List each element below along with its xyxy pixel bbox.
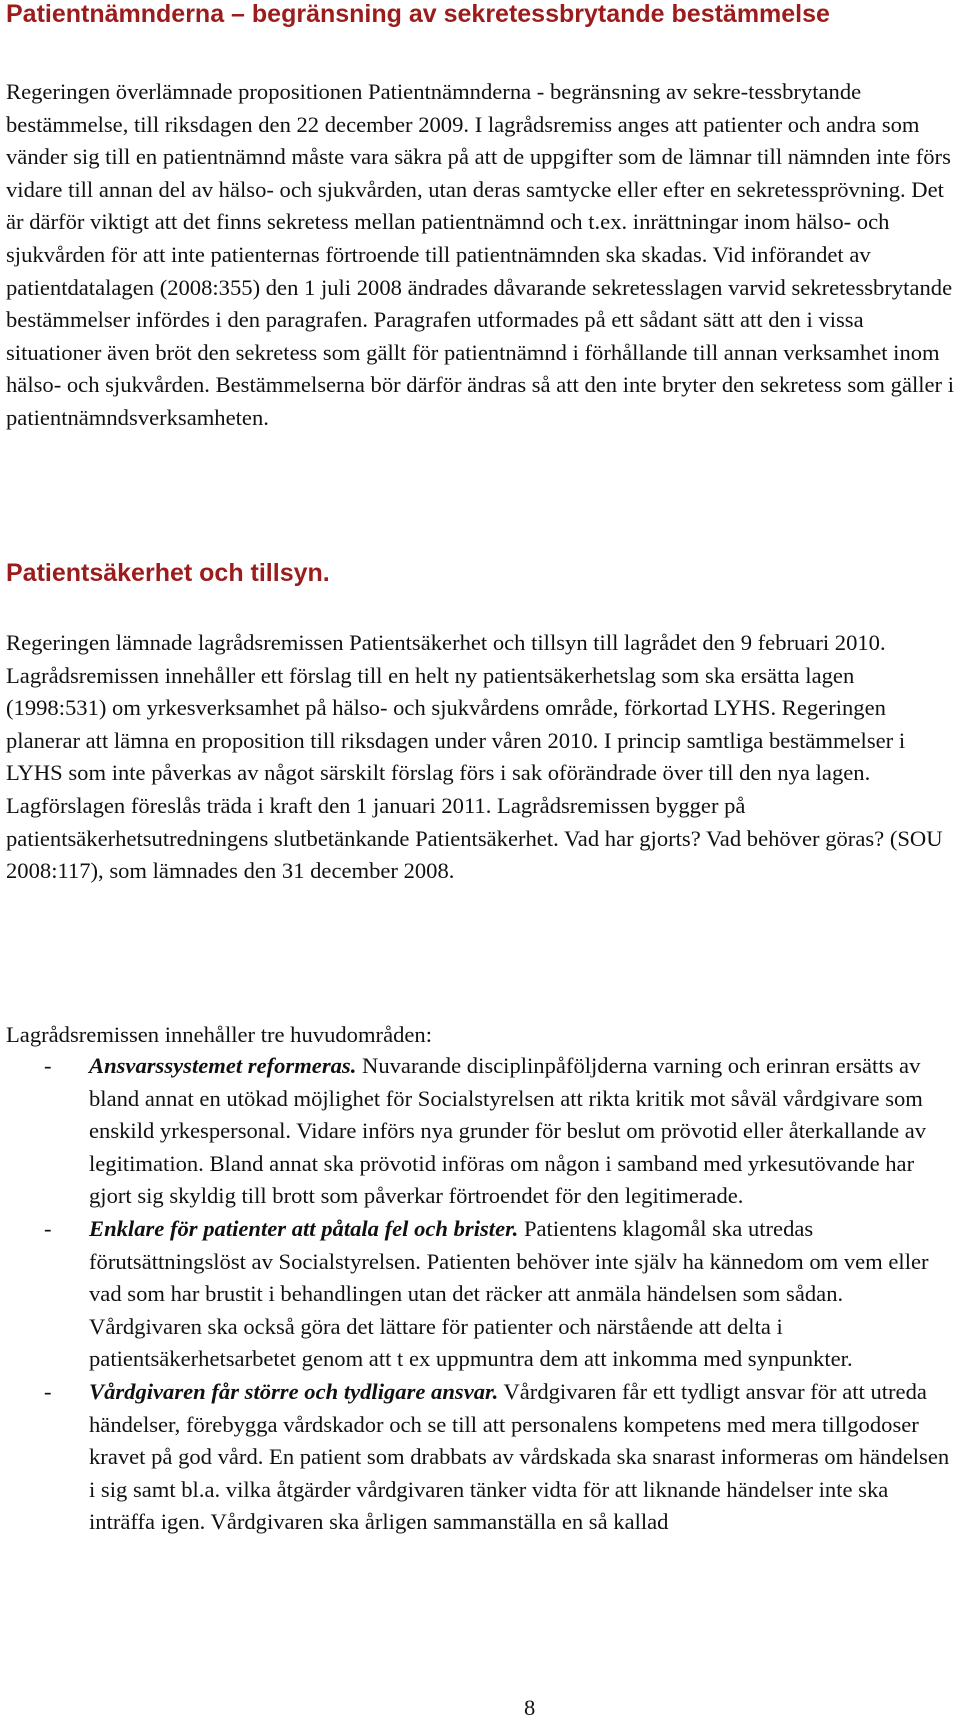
list-item-lead: Ansvarssystemet reformeras. [89, 1053, 357, 1078]
section-heading-patientnamnderna: Patientnämnderna – begränsning av sekretessbrytande bestämmelse [6, 0, 830, 28]
document-page [6, 0, 956, 1725]
main-areas-list [6, 1050, 958, 1539]
list-item-lead: Enklare för patienter att påtala fel och brister. [89, 1215, 519, 1241]
list-item-text: Nuvarande disciplinpåföljderna varning och erinran ersätts av bland annat en utökad möjlighet för Socialstyrelsen att rikta kritik mot såväl vårdgivare som enskild yrkespersonal. Vidare införs nya grunder för beslut om prövotid eller återkallande av legitimation. Bland annat ska prövotid införas om någon i samband med yrkesutövande har gjort sig skyldig till brott som påverkar förtroendet för den legitimerade. [89, 1053, 927, 1209]
list-dash: - [44, 1378, 52, 1404]
list-item-lead: Vårdgivaren får större och tydligare ansvar. [89, 1378, 499, 1404]
list-item [6, 1213, 958, 1376]
section-heading-patientsakerhet: Patientsäkerhet och tillsyn. [6, 559, 330, 587]
list-item [6, 1376, 958, 1539]
list-item-text: Vårdgivaren får ett tydligt ansvar för att utreda händelser, förebygga vårdskador och se till att personalens kompetens med mera tillgodoser kravet på god vård. En patient som drabbats av vårdskada ska snarast informeras om händelsen i sig samt bl.a. vilka åtgärder vårdgivaren tänker vidta för att liknande händelser inte ska inträffa igen. Vårdgivaren ska årligen sammanställa en så kallad [89, 1378, 950, 1535]
page-number: 8 [524, 1695, 536, 1720]
list-intro: Lagrådsremissen innehåller tre huvudområden: [6, 1022, 432, 1047]
list-dash: - [44, 1053, 52, 1078]
list-dash: - [44, 1215, 52, 1241]
paragraph-patientnamnderna: Regeringen överlämnade propositionen Patientnämnderna - begränsning av sekre-tessbrytande bestämmelse, till riksdagen den 22 december 2009. I lagrådsremiss anges att patienter och andra som vänder sig till en patientnämnd måste vara säkra på att de uppgifter som de lämnar till nämnden inte förs vidare till annan del av hälso- och sjukvården, utan deras samtycke eller efter en sekretessprövning. Det är därför viktigt att det finns sekretess mellan patientnämnd och t.ex. inrättningar inom hälso- och sjukvården för att inte patienternas förtroende till patientnämnden ska skadas. Vid införandet av patientdatalagen (2008:355) den 1 juli 2008 ändrades dåvarande sekretesslagen varvid sekretessbrytande bestämmelser infördes i den paragrafen. Paragrafen utformades på ett sådant sätt att den i vissa situationer även bröt den sekretess som gällt för patientnämnd i förhållande till annan verksamhet inom hälso- och sjukvården. Bestämmelserna bör därför ändras så att den inte bryter den sekretess som gäller i patientnämndsverksamheten. [6, 79, 954, 430]
paragraph-patientsakerhet: Regeringen lämnade lagrådsremissen Patientsäkerhet och tillsyn till lagrådet den 9 februari 2010. Lagrådsremissen innehåller ett förslag till en helt ny patientsäkerhetslag som ska ersätta lagen (1998:531) om yrkesverksamhet på hälso- och sjukvårdens område, förkortad LYHS. Regeringen planerar att lämna en proposition till riksdagen under våren 2010. I princip samtliga bestämmelser i LYHS som inte påverkas av något särskilt förslag förs i sak oförändrade över till den nya lagen. Lagförslagen föreslås träda i kraft den 1 januari 2011. Lagrådsremissen bygger på patientsäkerhetsutredningens slutbetänkande Patientsäkerhet. Vad har gjorts? Vad behöver göras? (SOU 2008:117), som lämnades den 31 december 2008. [6, 630, 943, 884]
list-item-text: Patientens klagomål ska utredas förutsättningslöst av Socialstyrelsen. Patienten behöver inte själv ha kännedom om vem eller vad som har brustit i behandlingen utan det räcker att anmäla händelsen som sådan. Vårdgivaren ska också göra det lättare för patienter och närstående att delta i patientsäkerhetsarbetet genom att t ex uppmuntra dem att inkomma med synpunkter. [89, 1215, 929, 1372]
list-item [6, 1050, 958, 1213]
